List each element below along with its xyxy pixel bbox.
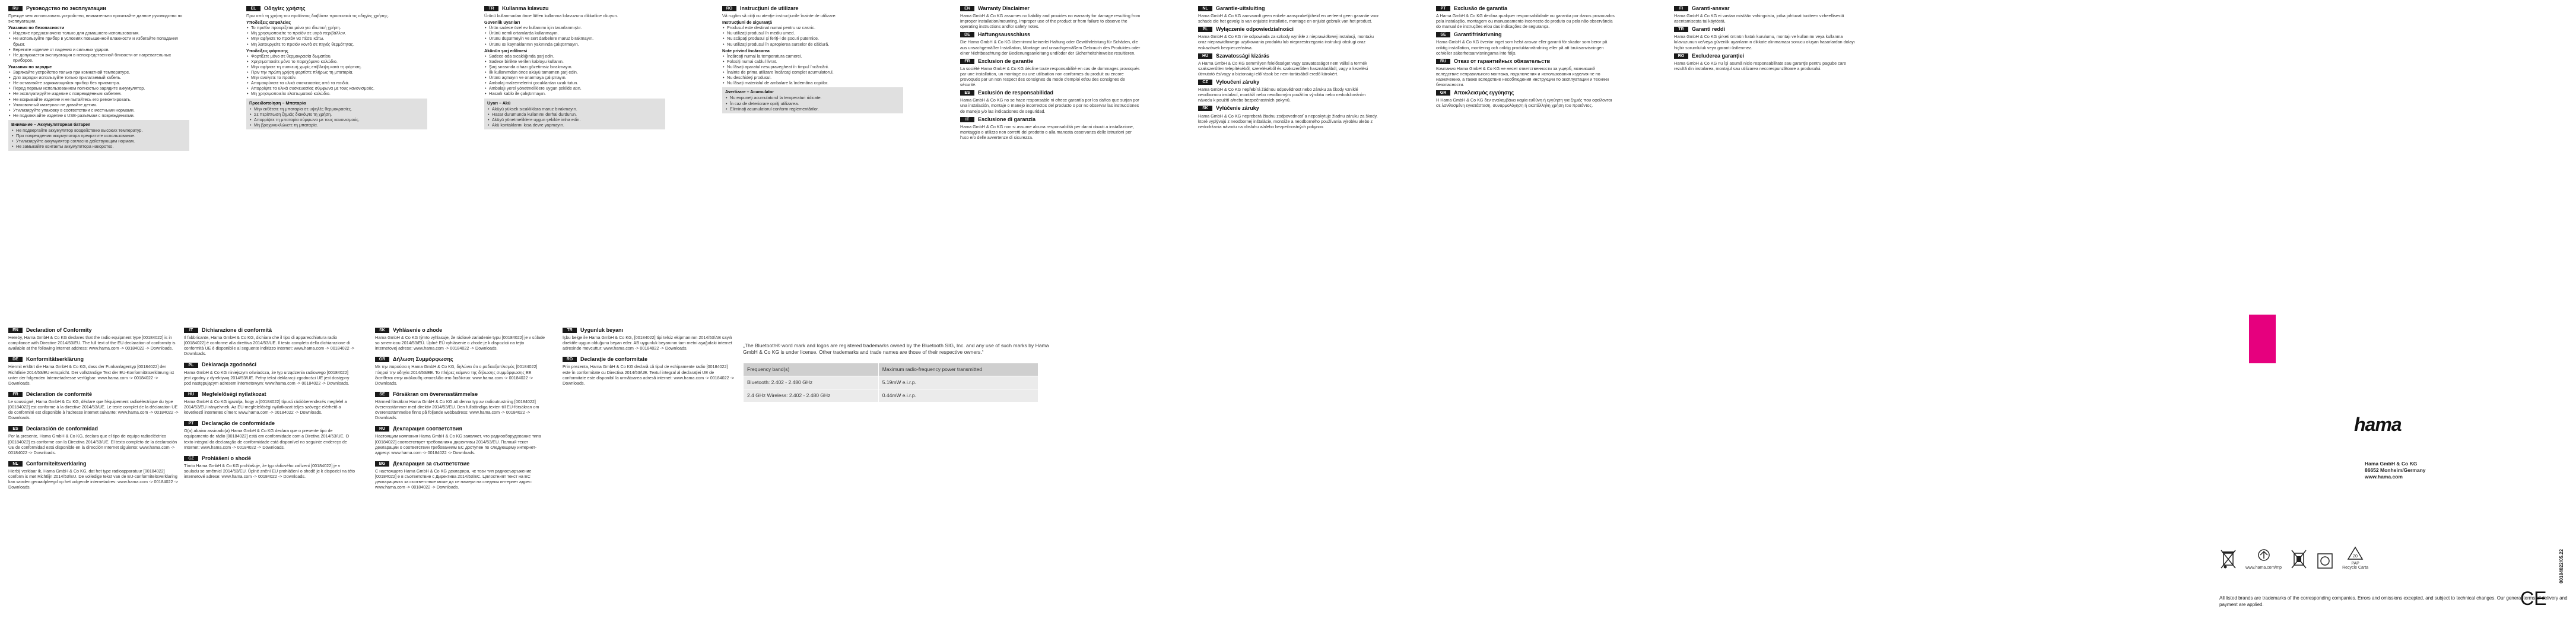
language-badge: NL xyxy=(8,461,23,467)
conformity-section xyxy=(184,392,356,415)
paragraph: A Hama GmbH & Co KG declina qualquer responsabilidade ou garantia por danos provocados pela instalação, montagem ou manuseamento incorrecto do produto ou pela não observância do manual de instruções e/ou das indicações de segurança. xyxy=(1436,13,1615,30)
language-badge: RO xyxy=(1674,53,1688,59)
instructions-column xyxy=(1198,6,1379,130)
section-title: Conformiteitsverklaring xyxy=(26,460,87,467)
list-item: • Aküyü yüksek sıcaklıklara maruz bırakmayın. xyxy=(487,106,662,112)
list-item: • Μη χρησιμοποιείτε το προϊόν σε υγρό περιβάλλον. xyxy=(246,30,427,36)
list-item: • Şarj sırasında cihazı gözetimsiz bırakmayın. xyxy=(484,64,665,69)
table-row xyxy=(744,376,1038,389)
paragraph: Прежде чем использовать устройство, внимательно прочитайте данное руководство по эксплуатации. xyxy=(8,13,183,24)
address-line: www.hama.com xyxy=(2365,474,2403,480)
section-header xyxy=(960,59,1141,64)
section-title: Garantie-uitsluiting xyxy=(1216,5,1265,11)
language-badge: EN xyxy=(960,6,974,11)
paragraph: A Hama GmbH & Co KG semmilyen felelősséget vagy szavatosságot nem vállal a termék szakszerűtlen telepítéséből, szereléséből és szakszerűtlen használatából, vagy a kezelési útmutató és/vagy a biztonsági előírások be nem tartásából eredő károkért. xyxy=(1198,60,1368,77)
conformity-section xyxy=(8,426,180,455)
paragraph: Hiermit erklärt die Hama GmbH & Co KG, dass der Funkanlagentyp [00184022] der Richtlinie 2014/53/EU entspricht. Der vollständige Text der EU-Konformitätserklärung ist unter der folgenden Internetadresse verfügbar: www.hama.com -> 00184022 -> Downloads. xyxy=(8,364,174,386)
list-item: • Ambalaj malzemelerini çocuklardan uzak tutun. xyxy=(484,80,665,85)
paragraph: O(a) abaixo assinado(a) Hama GmbH & Co KG declara que o presente tipo de equipamento de rádio [00184022] está em conformidade com a Diretiva 2014/53/UE. O texto integral da declaração de conformidade está disponível no seguinte endereço de Internet: www.hama.com -> 00184022 -> Downloads. xyxy=(184,428,350,450)
address-line: Hama GmbH & Co KG xyxy=(2365,461,2418,467)
section-header xyxy=(8,461,180,467)
section-title: Garantifriskrivning xyxy=(1454,31,1502,38)
paragraph: Die Hama GmbH & Co KG übernimmt keinerlei Haftung oder Gewährleistung für Schäden, die aus unsachgemäßer Installation, Montage und unsachgemäßem Gebrauch des Produktes oder einer Nichtbeachtung der Bedienungsanleitung und/oder der Sicherheitshinweise resultieren. xyxy=(960,39,1141,56)
list-item: • Μην εκθέτετε τη μπαταρία σε υψηλές θερμοκρασίες. xyxy=(249,106,424,112)
paragraph: Hama GmbH & Co KG týmto vyhlasuje, že rádiové zariadenie typu [00184022] je v súlade so smernicou 2014/53/EÚ. Úplné EÚ vyhlásenie o zhode je k dispozícii na tejto internetovej adrese: www.hama.com -> 00184022 -> Downloads. xyxy=(375,335,545,351)
section-title: Försäkran om överensstämmelse xyxy=(393,391,478,397)
section-header xyxy=(184,328,356,333)
section-title: Megfelelőségi nyilatkozat xyxy=(202,391,266,397)
paragraph: Hama GmbH & Co KG şirketi ürünün hatalı kurulumu, montajı ve kullanımı veya kullanma kılavuzunun ve/veya güvenlik uyarılarının dikkate alınmaması sonucu oluşan hasarlardan dolayı hiçbir sorumluluk veya garanti üstlenmez. xyxy=(1674,34,1855,50)
list-item: • Не оставляйте заряжающийся прибор без присмотра. xyxy=(8,80,189,85)
list-item: • Nu utilizaţi produsul în mediu umed. xyxy=(722,30,903,36)
paragraph: Hereby, Hama GmbH & Co KG declares that the radio equipment type [00184022] is in compliance with Directive 2014/53/EU. The full text of the EU declaration of conformity is available at the following internet address: www.hama.com -> 00184022 -> Downloads. xyxy=(8,335,176,351)
language-badge: PT xyxy=(184,421,198,426)
list-item: • Ürün sadece özel ev kullanımı için tasarlanmıştır. xyxy=(484,25,665,30)
language-badge: RU xyxy=(8,6,23,11)
paragraph: Η Hama GmbH & Co KG δεν αναλαμβάνει καμία ευθύνη ή εγγύηση για ζημιές που οφείλονται σε λανθασμένη εγκατάσταση, συναρμολόγηση ή ακατάλληλη χρήση του προϊόντος. xyxy=(1436,97,1612,109)
language-badge: IT xyxy=(960,117,974,122)
list-item: • Не замыкайте контакты аккумулятора накоротко. xyxy=(11,144,186,149)
language-badge: DE xyxy=(960,32,974,37)
section-header xyxy=(375,328,547,333)
paragraph: Tímto Hama GmbH & Co KG prohlašuje, že typ rádiového zařízení [00184022] je v souladu se směrnicí 2014/53/EU. Úplné znění EU prohlášení o shodě je k dispozici na této internetové adrese: www.hama.com -> 00184022 -> Downloads. xyxy=(184,462,355,479)
list-item: • Не вскрывайте изделие и не пытайтесь его ремонтировать. xyxy=(8,97,189,102)
language-badge: GR xyxy=(375,357,389,362)
table-header-cell: Frequency band(s) xyxy=(744,363,879,376)
section-header xyxy=(960,90,1141,96)
list-item: • İlk kullanımdan önce aküyü tamamen şarj edin. xyxy=(484,69,665,75)
list-item: • Sadece oda sıcaklığında şarj edin. xyxy=(484,53,665,59)
paragraph: Hama GmbH & Co KG ei vastaa mistään vahingoista, jotka johtuvat tuotteen virheellisestä asentamisesta tai käytöstä. xyxy=(1674,13,1844,24)
language-badge: GR xyxy=(1436,90,1450,96)
section-header xyxy=(8,6,189,11)
list-item: • Для зарядки используйте только прилагаемый кабель. xyxy=(8,75,189,80)
article-code: 00184022/05.22 xyxy=(2559,549,2564,584)
warning-box xyxy=(484,99,665,129)
conformity-section xyxy=(184,362,356,385)
paragraph: Hama GmbH & Co KG nie odpowiada za szkody wynikłe z nieprawidłowej instalacji, montażu oraz nieprawidłowego użytkowania produktu lub nieprzestrzegania instrukcji obsługi oraz wskazówek bezpieczeństwa. xyxy=(1198,34,1374,50)
section-title: Haftungsausschluss xyxy=(978,31,1031,38)
list-item: • Φορτίζετε μόνο σε θερμοκρασία δωματίου. xyxy=(246,53,427,59)
list-item: • Înainte de prima utilizare încărcaţi complet acumulatorul. xyxy=(722,69,903,75)
conformity-section xyxy=(375,461,547,490)
table-header-row xyxy=(744,363,1038,376)
section-title: Declaration of Conformity xyxy=(26,327,92,333)
conformity-section xyxy=(563,357,735,385)
list-item: • Ürünü nemli ortamlarda kullanmayın. xyxy=(484,30,665,36)
list-item: • Берегите изделие от падения и сильных ударов. xyxy=(8,47,189,52)
paragraph: Hama GmbH & Co KG no se hace responsable ni ofrece garantía por los daños que surjan por una instalación, montaje o manejo incorrectos del producto o por no observar las instrucciones de manejo y/o las indicaciones de seguridad. xyxy=(960,97,1139,114)
section-header xyxy=(484,6,665,11)
svg-text:20: 20 xyxy=(2353,554,2358,559)
subheading: Υποδείξεις ασφαλείας xyxy=(246,20,291,26)
list-item: • Χρησιμοποιείτε μόνο το παρεχόμενο καλώδιο. xyxy=(246,59,427,64)
section-title: Руководство по эксплуатации xyxy=(26,5,106,11)
conformity-section xyxy=(563,328,735,351)
list-item: • Ürünü düşürmeyin ve sert darbelere maruz bırakmayın. xyxy=(484,36,665,41)
battery-icon xyxy=(2290,548,2308,570)
list-item: • Σε περίπτωση ζημιάς διακόψτε τη χρήση. xyxy=(249,112,424,117)
language-badge: CZ xyxy=(1198,80,1212,85)
subheading: Instrucţiuni de siguranţă xyxy=(722,20,772,26)
subheading: Указания по безопасности xyxy=(8,25,65,31)
section-title: Warranty Disclaimer xyxy=(978,5,1030,11)
paragraph: La société Hama GmbH & Co KG décline toute responsabilité en cas de dommages provoqués par une installation, un montage ou une utilisation non conformes du produit ou encore provoqués par un non respect des consignes du mode d'emploi et/ou des consignes de sécurité. xyxy=(960,65,1140,88)
list-item: • Перед первым использованием полностью зарядите аккумулятор. xyxy=(8,85,189,91)
section-title: Prohlášení o shodě xyxy=(202,455,252,461)
section-title: Exclusion de garantie xyxy=(978,58,1034,64)
instructions-column xyxy=(722,6,903,115)
section-title: Garanti-ansvar xyxy=(1692,5,1730,11)
subheading: Akünün şarj edilmesi xyxy=(484,47,528,53)
pap-recycling-icon xyxy=(2342,546,2368,570)
section-title: Exclusão de garantia xyxy=(1454,5,1508,11)
weee-bin-icon xyxy=(2219,548,2237,570)
section-title: Vyloučení záruky xyxy=(1216,79,1260,85)
instructions-column xyxy=(960,6,1141,141)
list-item: • Aküyü yönetmeliklere uygun şekilde imha edin. xyxy=(487,117,662,122)
subheading: Указания по зарядке xyxy=(8,64,52,69)
pap-label: PAP Recycle Carta xyxy=(2342,562,2369,570)
paragraph: Hama GmbH & Co KG assumes no liability and provides no warranty for damage resulting from improper installation/mounting, improper use of the product or from failure to observe the operating instructions and/or safety notes. xyxy=(960,13,1141,30)
conformity-column xyxy=(184,328,356,485)
section-header xyxy=(1198,106,1379,111)
section-title: Wyłączenie odpowiedzialności xyxy=(1216,26,1294,33)
list-item: • Nu lăsaţi materialul de ambalare la îndemâna copiilor. xyxy=(722,80,903,85)
list-item: • Не подключайте изделие к USB‑разъёмам с повреждениями. xyxy=(8,113,189,118)
list-item: • Μη λειτουργείτε το προϊόν κοντά σε πηγές θερμότητας. xyxy=(246,42,427,47)
paragraph: Por la presente, Hama GmbH & Co KG, declara que el tipo de equipo radioeléctrico [00184022] es conforme con la Directiva 2014/53/UE. El texto completo de la declaración UE de conformidad está disponible en la dirección Internet siguiente: www.hama.com -> 00184022 -> Downloads. xyxy=(8,433,177,455)
list-item: • Заряжайте устройство только при комнатной температуре. xyxy=(8,69,189,75)
language-badge: IT xyxy=(184,328,198,333)
list-item: • Produsul este destinat numai pentru uz casnic. xyxy=(722,25,903,30)
section-title: Uygunluk beyanı xyxy=(580,327,624,333)
conformity-section xyxy=(8,328,180,351)
language-badge: FR xyxy=(960,59,974,64)
paragraph: Hama GmbH & Co KG non si assume alcuna responsabilità per danni dovuti a installazione, montaggio o utilizzo non corretti del prodotto o alla mancata osservanza delle istruzioni per l'uso e/o delle avvertenze di sicurezza. xyxy=(960,123,1134,140)
list-item: • Μην ανοίγετε το προϊόν. xyxy=(246,75,427,80)
svg-text:CE: CE xyxy=(2520,589,2547,608)
section-header xyxy=(375,392,547,397)
list-item: • Απορρίψτε τα υλικά συσκευασίας σύμφωνα με τους κανονισμούς. xyxy=(246,85,427,91)
language-badge: RO xyxy=(563,357,577,362)
paragraph: Ürünü kullanmadan önce lütfen kullanma kılavuzunu dikkatlice okuyun. xyxy=(484,13,618,19)
language-badge: CZ xyxy=(184,456,198,461)
section-header xyxy=(1436,6,1617,11)
section-title: Kullanma kılavuzu xyxy=(502,5,549,11)
section-title: Δήλωση Συμμόρφωσης xyxy=(393,356,453,363)
list-item: • Nu deschideţi produsul. xyxy=(722,75,903,80)
instructions-column xyxy=(246,6,427,131)
section-header xyxy=(1436,59,1617,64)
conformity-section xyxy=(375,328,547,351)
language-badge: HU xyxy=(184,392,198,397)
section-header xyxy=(1436,32,1617,37)
section-title: Garanti reddi xyxy=(1692,26,1726,33)
ce-mark xyxy=(2520,589,2548,611)
section-header xyxy=(960,6,1141,11)
section-title: Konformitätserklärung xyxy=(26,356,84,363)
language-badge: TR xyxy=(484,6,498,11)
section-title: Vylúčenie záruky xyxy=(1216,105,1259,112)
section-header xyxy=(960,32,1141,37)
section-header xyxy=(563,328,735,333)
list-item: • Nu scăpaţi produsul şi feriţi‑l de şocuri puternice. xyxy=(722,36,903,41)
list-item: • Nu expuneţi acumulatorul la temperaturi ridicate. xyxy=(725,95,900,100)
list-item: • Утилизируйте упаковку в соответствии с местными нормами. xyxy=(8,107,189,113)
subheading: Υποδείξεις φόρτισης xyxy=(246,47,288,53)
paragraph: Vă rugăm să citiţi cu atenţie instrucţiunile înainte de utilizare. xyxy=(722,13,837,19)
subheading: Güvenlik uyarıları xyxy=(484,20,520,26)
section-header xyxy=(960,117,1141,122)
instructions-column xyxy=(1674,6,1855,72)
company-address xyxy=(2365,461,2426,480)
list-item: • Sadece birlikte verilen kabloyu kullanın. xyxy=(484,59,665,64)
list-item: • При повреждении аккумулятора прекратите использование. xyxy=(11,133,186,138)
warning-title: Uyarı – Akü xyxy=(487,100,511,106)
section-title: Vyhlásenie o zhode xyxy=(393,327,443,333)
bluetooth-trademark-note xyxy=(743,343,1052,402)
paragraph: Hama GmbH & Co KG niniejszym oświadcza, że typ urządzenia radiowego [00184022] jest zgodny z dyrektywą 2014/53/UE. Pełny tekst deklaracji zgodności UE jest dostępny pod następującym adresem internetowym: www.hama.com -> 00184022 -> Downloads. xyxy=(184,369,350,386)
list-item: • Не эксплуатируйте изделие с повреждённым кабелем. xyxy=(8,91,189,96)
conformity-section xyxy=(184,421,356,449)
section-title: Декларация соответствия xyxy=(393,426,462,432)
hama-logo: hama xyxy=(2354,414,2402,435)
address-line: 86652 Monheim/Germany xyxy=(2365,467,2426,473)
section-title: Excluderea garanţiei xyxy=(1692,52,1745,59)
table-cell: Bluetooth: 2.402 - 2.480 GHz xyxy=(744,376,879,389)
warning-title: Avertizare – Acumulator xyxy=(725,89,774,95)
language-badge: PL xyxy=(184,363,198,368)
list-item: • Încărcaţi numai la temperatura camerei. xyxy=(722,53,903,59)
language-badge: RO xyxy=(722,6,736,11)
conformity-column xyxy=(563,328,735,392)
conformity-column xyxy=(8,328,180,496)
subheading: Note privind încărcarea xyxy=(722,47,770,53)
list-item: • Folosiţi numai cablul livrat. xyxy=(722,59,903,64)
list-item: • Μην αφήνετε το προϊόν να πέσει κάτω. xyxy=(246,36,427,41)
language-badge: FI xyxy=(1674,6,1688,11)
warning-box xyxy=(8,120,189,151)
section-title: Esclusione di garanzia xyxy=(978,116,1036,122)
list-item: • Akü kontaklarını kısa devre yapmayın. xyxy=(487,122,662,128)
section-header xyxy=(1198,27,1379,32)
conformity-column xyxy=(375,328,547,496)
paragraph: Prin prezenta, Hama GmbH & Co KG declară că tipul de echipamente radio [00184022] este în conformitate cu Directiva 2014/53/UE. Textul integral al declarației UE de conformitate este disponibil la următoarea adresă internet: www.hama.com -> 00184022 -> Downloads. xyxy=(563,364,735,386)
conformity-section xyxy=(8,392,180,420)
recycling-label: www.hama.com/mp xyxy=(2245,566,2282,570)
list-item: • Μη χρησιμοποιείτε ελαττωματικό καλώδιο. xyxy=(246,91,427,96)
language-badge: SE xyxy=(375,392,389,397)
table-cell: 2.4 GHz Wireless: 2.402 - 2.480 GHz xyxy=(744,389,879,402)
section-header xyxy=(722,6,903,11)
list-item: • Утилизируйте аккумулятор согласно действующим нормам. xyxy=(11,138,186,144)
paragraph: Hama GmbH & Co KG övertar inget som helst ansvar eller garanti för skador som beror på oriktig installation, montering och oriktig produktanvändning eller på att bruksanvisningen och/eller säkerhetsanvisningarna inte följs. xyxy=(1436,39,1608,56)
section-header xyxy=(246,6,427,11)
section-title: Declaração de conformidade xyxy=(202,420,275,427)
language-badge: SK xyxy=(375,328,389,333)
paragraph: Πριν από τη χρήση του προϊόντος διαβάστε προσεκτικά τις οδηγίες χρήσης. xyxy=(246,13,389,19)
instructions-column xyxy=(8,6,189,153)
list-item: • Πριν την πρώτη χρήση φορτίστε πλήρως τη μπαταρία. xyxy=(246,69,427,75)
table-cell: 5.19mW e.i.r.p. xyxy=(878,376,1038,389)
list-item: • Hasarlı kablo ile çalıştırmayın. xyxy=(484,91,665,96)
recycling-triman-icon xyxy=(2245,548,2282,570)
list-item: • Не подвергайте аккумулятор воздействию высоких температур. xyxy=(11,128,186,133)
conformity-section xyxy=(375,357,547,385)
language-badge: EL xyxy=(246,6,261,11)
conformity-section xyxy=(8,461,180,490)
list-item: • Το προϊόν προορίζεται μόνο για ιδιωτική χρήση. xyxy=(246,25,427,30)
warning-box xyxy=(722,87,903,113)
disposal-icons xyxy=(2219,546,2368,570)
paragraph: Hierbij verklaar ik, Hama GmbH & Co KG, dat het type radioapparatuur [00184022] conform is met Richtlijn 2014/53/EU. De volledige tekst van de EU-conformiteitsverklaring kan worden geraadpleegd op het volgende internetadres: www.hama.com -> 00184022 -> Downloads. xyxy=(8,468,179,490)
language-badge: EN xyxy=(8,328,23,333)
conformity-section xyxy=(375,392,547,420)
list-item: • Ürünü açmayın ve onarmaya çalışmayın. xyxy=(484,75,665,80)
paragraph: Hama GmbH & Co KG nepreberá žiadnu zodpovednosť a neposkytuje žiadnu záruku za škody, ktoré vyplývajú z neodbornej inštalácie, montáže a neodborného používania výrobku alebo z nedodržania návodu na obsluhu a/alebo bezpečnostných pokynov. xyxy=(1198,113,1378,129)
language-badge: ES xyxy=(8,426,23,432)
paragraph: Με την παρούσα η Hama GmbH & Co KG, δηλώνει ότι ο ραδιοεξοπλισμός [00184022] πληροί την οδηγία 2014/53/ΕΕ. Το πλήρες κείμενο της δήλωσης συμμόρφωσης ΕΕ διατίθεται στην ακόλουθη ιστοσελίδα στο διαδίκτυο: www.hama.com -> 00184022 -> Downloads. xyxy=(375,364,538,386)
language-badge: RU xyxy=(1436,59,1450,64)
conformity-section xyxy=(8,357,180,385)
instructions-column xyxy=(484,6,665,131)
list-item: • Hasar durumunda kullanımı derhal durdurun. xyxy=(487,112,662,117)
bluetooth-note-text: „The Bluetooth® word mark and logos are registered trademarks owned by the Bluetooth SIG, Inc. and any use of such marks by Hama GmbH & Co KG is under license. Other trademarks and trade names are those of their respective owners.“ xyxy=(743,343,1049,355)
paragraph: Настоящим компания Hama GmbH & Co KG заявляет, что радиооборудование типа [00184022] соответствует требованиям директивы 2014/53/EU. Полный текст декларации о соответствии требованиям ЕС доступен по следующему интернет-адресу: www.hama.com -> 00184022 -> Downloads. xyxy=(375,433,541,455)
list-item: • Ambalajı yerel yönetmeliklere uygun şekilde atın. xyxy=(484,85,665,91)
section-title: Отказ от гарантийных обязательств xyxy=(1454,58,1551,64)
section-header xyxy=(8,392,180,397)
section-title: Αποκλεισμός εγγύησης xyxy=(1454,90,1514,96)
section-header xyxy=(1436,90,1617,96)
section-title: Exclusión de responsabilidad xyxy=(978,90,1054,96)
paragraph: С настоящото Hama GmbH & Co KG декларира, че този тип радиосъоръжение [00184022] е в съответствие с Директива 2014/53/ЕС. Цялостният текст на ЕС декларацията за съответствие може да се намери на следния интернет адрес: www.hama.com -> 00184022 -> Downloads. xyxy=(375,468,532,490)
section-header xyxy=(184,362,356,367)
list-item: • Απομακρύνετε τα υλικά συσκευασίας από τα παιδιά. xyxy=(246,80,427,85)
language-badge: SE xyxy=(1436,32,1450,37)
paragraph: Hama GmbH & Co KG nepřebírá žádnou odpovědnost nebo záruku za škody vzniklé neodbornou instalací, montáží nebo neodborným použitím výrobku nebo nedodržováním návodu k použití a/nebo bezpečnostních pokynů. xyxy=(1198,87,1366,103)
instructions-column xyxy=(1436,6,1617,109)
section-header xyxy=(1198,53,1379,59)
language-badge: DE xyxy=(8,357,23,362)
paragraph: Hama GmbH & Co KG nu îşi asumă nicio responsabilitate sau garanţie pentru pagube care rezultă din instalarea, montajul sau utilizarea necorespunzătoare a produsului. xyxy=(1674,60,1847,71)
language-badge: FR xyxy=(8,392,23,397)
section-header xyxy=(563,357,735,362)
section-header xyxy=(1198,80,1379,85)
list-item: • Не используйте прибор в условиях повышенной влажности и избегайте попадания брызг. xyxy=(8,36,189,46)
paragraph: Le soussigné, Hama GmbH & Co KG, déclare que l'équipement radioélectrique du type [00184022] est conforme à la directive 2014/53/UE. Le texte complet de la déclaration UE de conformité est disponible à l'adresse internet suivante: www.hama.com -> 00184022 -> Downloads. xyxy=(8,398,179,421)
section-title: Οδηγίες χρήσης xyxy=(264,5,306,11)
language-badge: RU xyxy=(375,426,389,432)
section-header xyxy=(375,461,547,467)
trademark-footnote: All listed brands are trademarks of the corresponding companies. Errors and omissions excepted, and subject to technical changes. Our general terms of delivery and payment are applied. xyxy=(2219,595,2568,607)
section-title: Декларация за съответствие xyxy=(393,460,470,467)
list-item: • Μην αφήνετε τη συσκευή χωρίς επίβλεψη κατά τη φόρτιση. xyxy=(246,64,427,69)
warning-title: Προειδοποίηση – Μπαταρία xyxy=(249,100,306,106)
paragraph: Il fabbricante, Hama GmbH & Co KG, dichiara che il tipo di apparecchiatura radio [00184022] è conforme alla direttiva 2014/53/UE. Il testo completo della dichiarazione di conformità UE è disponibile al seguente indirizzo Internet: www.hama.com -> 00184022 -> Downloads. xyxy=(184,335,355,357)
list-item: • Απορρίψτε τη μπαταρία σύμφωνα με τους κανονισμούς. xyxy=(249,117,424,122)
list-item: • Изделие предназначено только для домашнего использования. xyxy=(8,30,189,36)
section-title: Déclaration de conformité xyxy=(26,391,93,397)
packaging-icon xyxy=(2316,552,2334,570)
section-header xyxy=(184,392,356,397)
section-header xyxy=(8,426,180,432)
list-item: • Nu utilizaţi produsul în apropierea surselor de căldură. xyxy=(722,42,903,47)
section-title: Deklaracja zgodności xyxy=(202,362,257,368)
section-header xyxy=(8,328,180,333)
section-header xyxy=(1674,6,1855,11)
list-item: • În caz de deteriorare opriţi utilizarea. xyxy=(725,101,900,106)
paragraph: Härmed försäkrar Hama GmbH & Co KG att denna typ av radioutrustning [00184022] överensstämmer med direktiv 2014/53/EU. Den fullständiga texten till EU-försäkran om överensstämmelse finns på följande webbadress: www.hama.com -> 00184022 -> Downloads. xyxy=(375,398,539,421)
language-badge: NL xyxy=(1198,6,1212,11)
language-badge: BG xyxy=(375,461,389,467)
section-title: Instrucţiuni de utilizare xyxy=(740,5,799,11)
frequency-table xyxy=(743,363,1038,402)
section-title: Szavatossági kizárás xyxy=(1216,52,1270,59)
table-cell: 0.44mW e.i.r.p. xyxy=(878,389,1038,402)
list-item: • Eliminaţi acumulatorul conform reglementărilor. xyxy=(725,106,900,112)
conformity-section xyxy=(184,328,356,356)
language-badge: TR xyxy=(563,328,577,333)
paragraph: Hama GmbH & Co KG igazolja, hogy a [00184022] típusú rádióberendezés megfelel a 2014/53/EU irányelvnek. Az EU-megfelelőségi nyilatkozat teljes szövege elérhető a következő internetes címen: www.hama.com -> 00184022 -> Downloads. xyxy=(184,398,347,416)
section-header xyxy=(184,421,356,426)
conformity-section xyxy=(375,426,547,455)
table-header-cell: Maximum radio-frequency power transmitted xyxy=(878,363,1038,376)
paragraph: Hama GmbH & Co KG aanvaardt geen enkele aansprakelijkheid en verleent geen garantie voor schade die het gevolg is van onjuiste installatie, montage en onjuist gebruik van het product. xyxy=(1198,13,1379,24)
list-item: • Упаковочный материал не давайте детям. xyxy=(8,102,189,107)
conformity-section xyxy=(184,456,356,479)
section-title: Declaración de conformidad xyxy=(26,426,99,432)
section-header xyxy=(375,426,547,432)
section-title: Declaraţie de conformitate xyxy=(580,356,648,363)
section-header xyxy=(375,357,547,362)
list-item: • Μη βραχυκυκλώνετε τη μπαταρία. xyxy=(249,122,424,128)
brand-color-bar xyxy=(2249,315,2276,363)
language-badge: PL xyxy=(1198,27,1212,32)
section-header xyxy=(1674,53,1855,59)
list-item: • Nu lăsaţi aparatul nesupravegheat în timpul încărcării. xyxy=(722,64,903,69)
language-badge: SK xyxy=(1198,106,1212,111)
section-header xyxy=(1674,27,1855,32)
language-badge: HU xyxy=(1198,53,1212,59)
paragraph: İşbu belge ile Hama GmbH & Co KG, [00184022] tipi telsiz ekipmanının 2014/53/AB sayılı direktife uygun olduğunu beyan eder. AB uygunluk beyanının tam metni aşağıdaki internet adresinde mevcuttur: www.hama.com -> 00184022 -> Downloads. xyxy=(563,335,732,351)
warning-title: Внимание – Аккумуляторная батарея xyxy=(11,121,91,127)
warning-box xyxy=(246,99,427,129)
language-badge: ES xyxy=(960,90,974,96)
section-header xyxy=(8,357,180,362)
section-header xyxy=(1198,6,1379,11)
table-row xyxy=(744,389,1038,402)
section-header xyxy=(184,456,356,461)
section-title: Dichiarazione di conformità xyxy=(202,327,272,333)
list-item: • Не допускается эксплуатация в непосредственной близости от нагревательных приборов. xyxy=(8,52,189,63)
list-item: • Ürünü ısı kaynaklarının yakınında çalıştırmayın. xyxy=(484,42,665,47)
paragraph: Компания Hama GmbH & Co KG не несет ответственности за ущерб, возникший вследствие неправильного монтажа, подключения и использования изделия не по назначению, а также вследствие несоблюдения инструкции по эксплуатации и техники безопасности. xyxy=(1436,65,1609,88)
language-badge: TR xyxy=(1674,27,1688,32)
language-badge: PT xyxy=(1436,6,1450,11)
